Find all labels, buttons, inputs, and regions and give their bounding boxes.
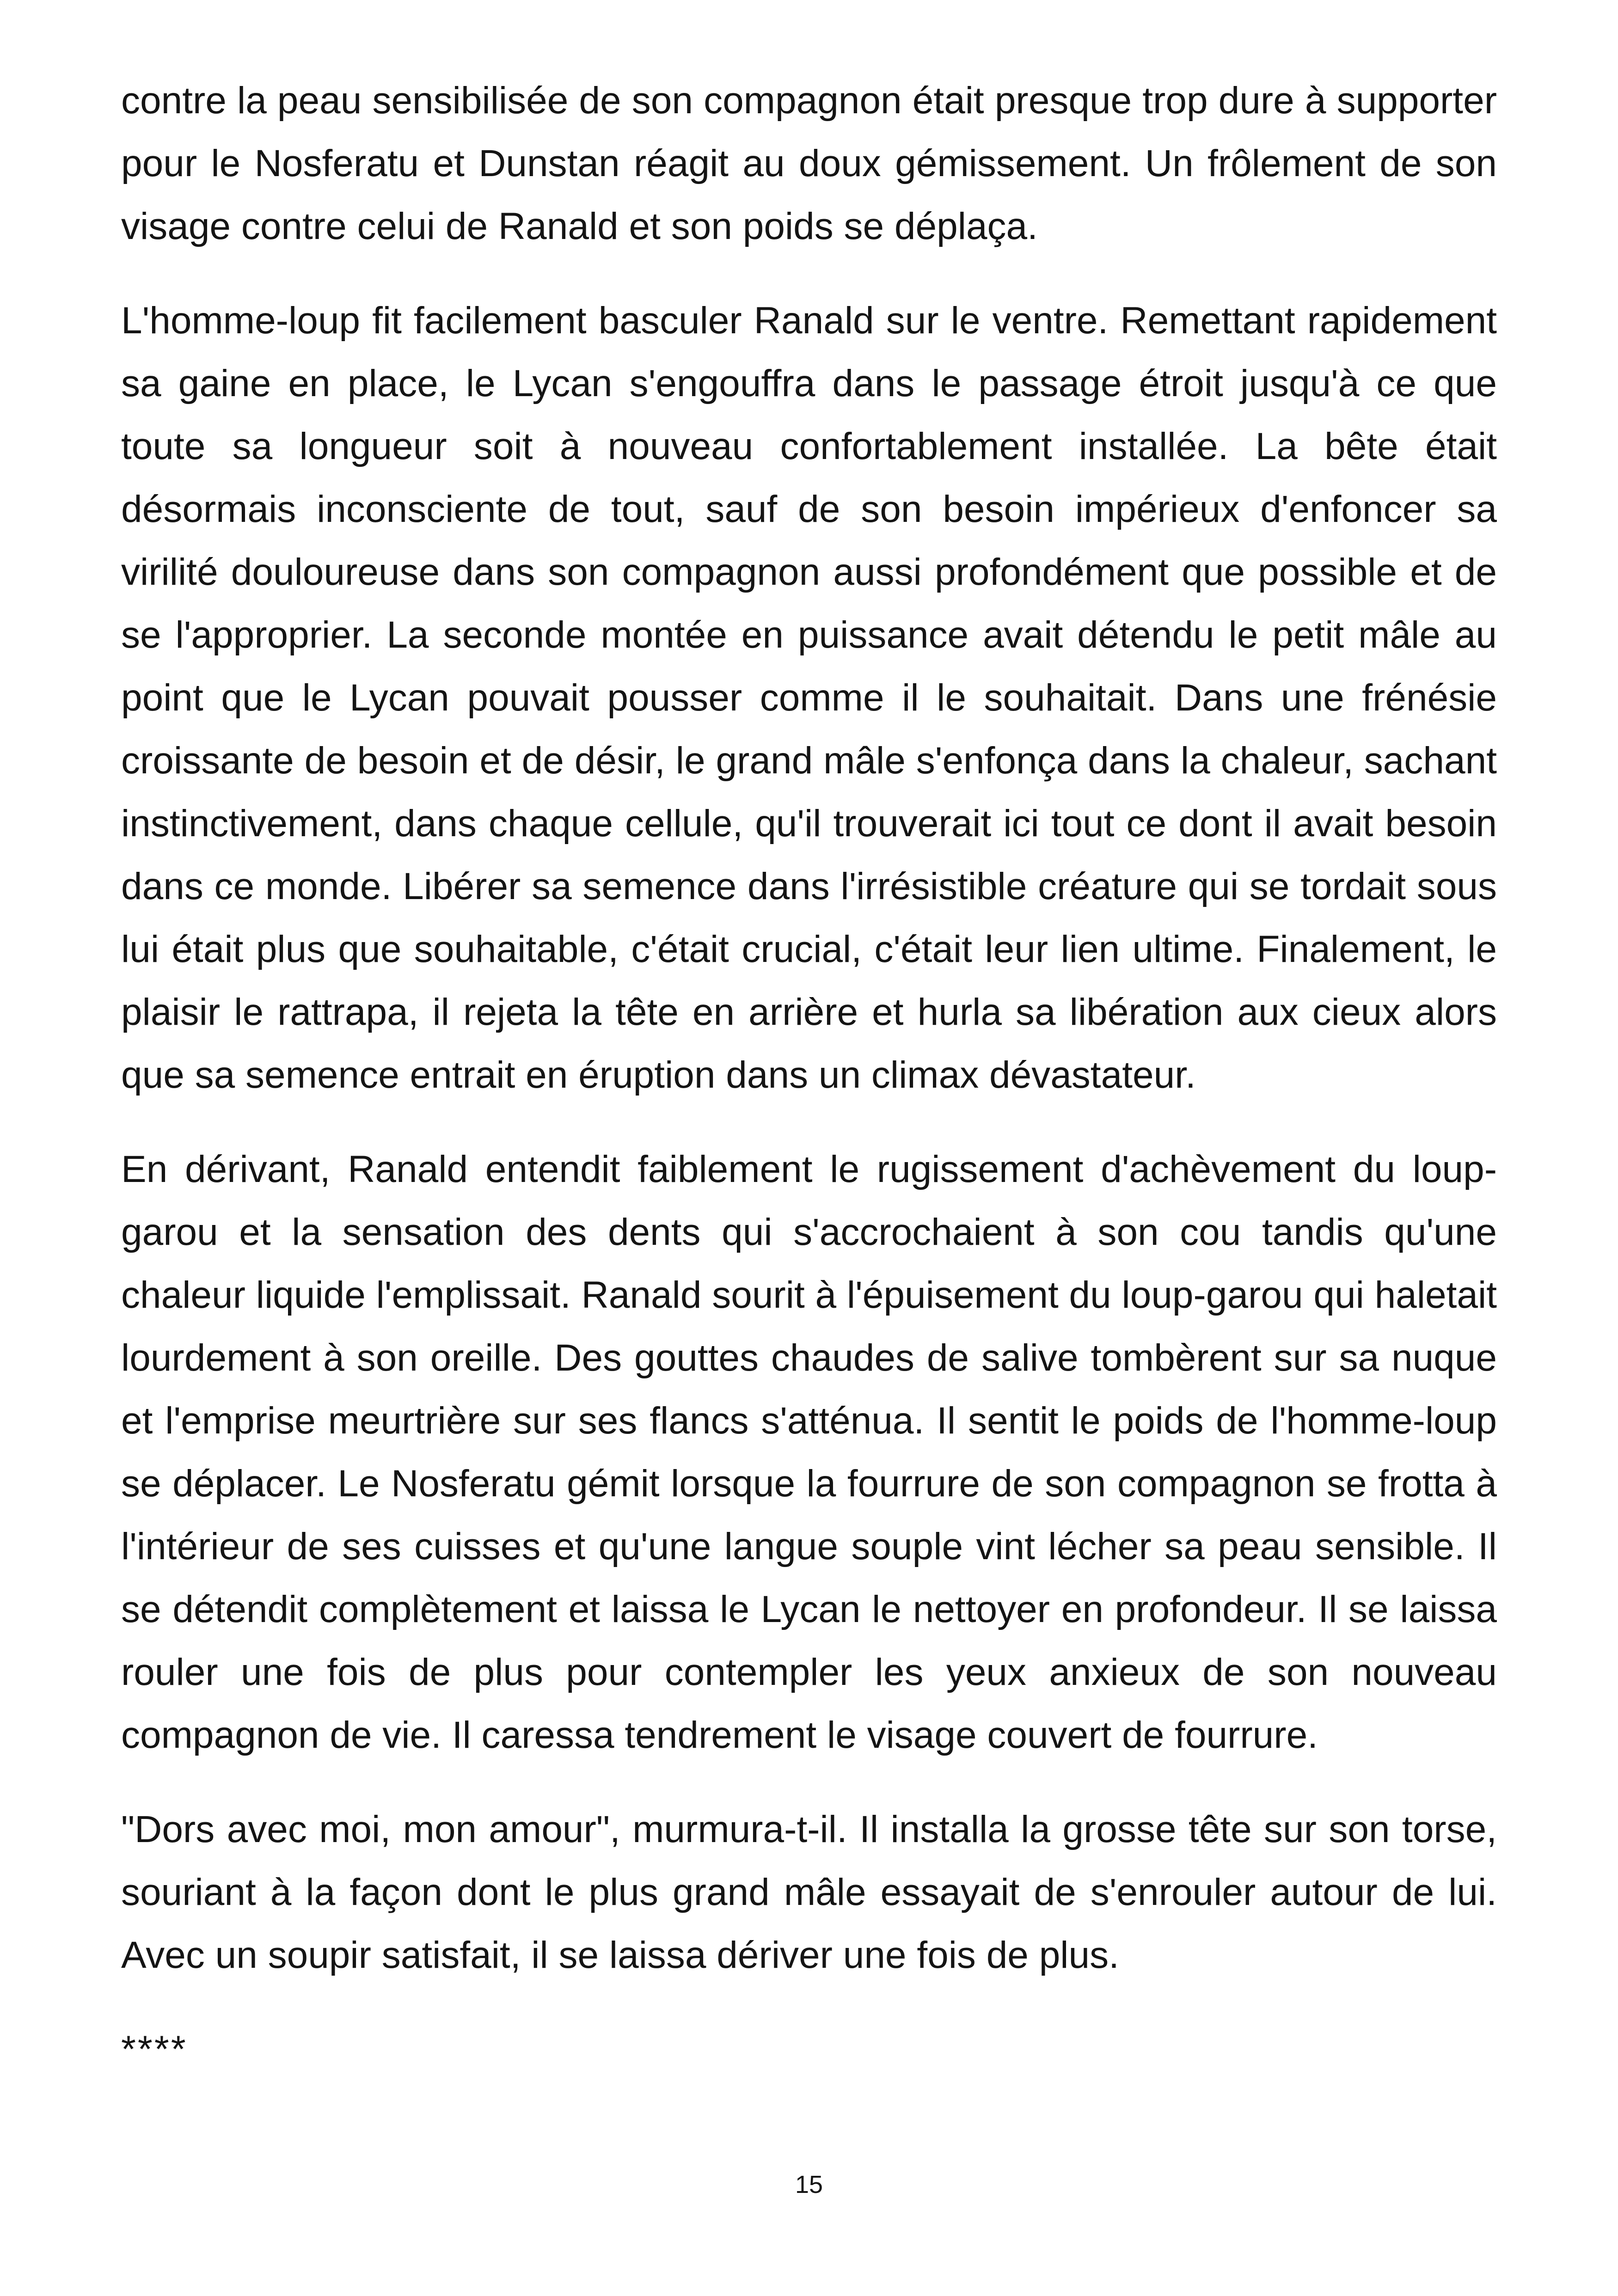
paragraph-4: "Dors avec moi, mon amour", murmura-t-il. Il installa la grosse tête sur son torse, souriant à la façon dont le plus grand mâle essayait de s'enrouler autour de lui. Avec un soupir satisfait, il se laissa dériver une fois de plus.	[121, 1808, 1497, 1976]
scene-separator: ****	[121, 2028, 188, 2070]
page-number: 15	[795, 2171, 823, 2198]
paragraph-3: En dérivant, Ranald entendit faiblement le rugissement d'achèvement du loup-garou et la sensation des dents qui s'accrochaient à son cou tandis qu'une chaleur liquide l'emplissait. Ranald sourit à l'épuisement du loup-garou qui haletait lourdement à son oreille. Des gouttes chaudes de salive tombèrent sur sa nuque et l'emprise meurtrière sur ses flancs s'atténua. Il sentit le poids de l'homme-loup se déplacer. Le Nosferatu gémit lorsque la fourrure de son compagnon se frotta à l'intérieur de ses cuisses et qu'une langue souple vint lécher sa peau sensible. Il se détendit complètement et laissa le Lycan le nettoyer en profondeur. Il se laissa rouler une fois de plus pour contempler les yeux anxieux de son nouveau compagnon de vie. Il caressa tendrement le visage couvert de fourrure.	[121, 1148, 1497, 1756]
paragraph-2: L'homme-loup fit facilement basculer Ranald sur le ventre. Remettant rapidement sa gaine en place, le Lycan s'engouffra dans le passage étroit jusqu'à ce que toute sa longueur soit à nouveau confortablement installée. La bête était désormais inconsciente de tout, sauf de son besoin impérieux d'enfoncer sa virilité douloureuse dans son compagnon aussi profondément que possible et de se l'approprier. La seconde montée en puissance avait détendu le petit mâle au point que le Lycan pouvait pousser comme il le souhaitait. Dans une frénésie croissante de besoin et de désir, le grand mâle s'enfonça dans la chaleur, sachant instinctivement, dans chaque cellule, qu'il trouverait ici tout ce dont il avait besoin dans ce monde. Libérer sa semence dans l'irrésistible créature qui se tordait sous lui était plus que souhaitable, c'était crucial, c'était leur lien ultime. Finalement, le plaisir le rattrapa, il rejeta la tête en arrière et hurla sa libération aux cieux alors que sa semence entrait en éruption dans un climax dévastateur.	[121, 300, 1497, 1096]
paragraph-1: contre la peau sensibilisée de son compagnon était presque trop dure à supporter pour le Nosferatu et Dunstan réagit au doux gémissement. Un frôlement de son visage contre celui de Ranald et son poids se déplaça.	[121, 80, 1497, 247]
page-body	[121, 69, 1497, 2081]
